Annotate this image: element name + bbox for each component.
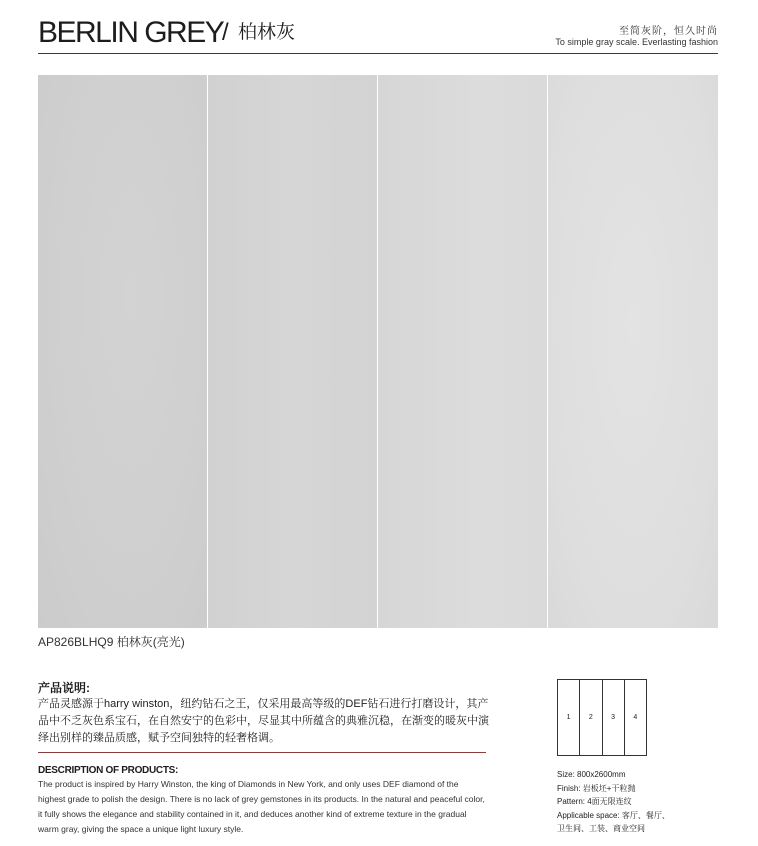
layout-cell: 3 <box>603 680 625 755</box>
header-divider <box>38 53 718 54</box>
spec-space-continued: 卫生间、工装、商业空间 <box>557 824 645 833</box>
description-heading-english: DESCRIPTION OF PRODUCTS: <box>38 765 179 776</box>
description-text-chinese: 产品灵感源于harry winston，纽约钻石之王，仅采用最高等级的DEF钻石进行打磨设计，其产品中不乏灰色系宝石，在自然安宁的色彩中，尽显其中所蕴含的典雅沉稳，在渐变的暖灰中演绎出别样的臻品质感，赋予空间独特的轻奢格调。 <box>38 698 489 744</box>
brand-title: BERLIN GREY <box>38 16 224 49</box>
pattern-layout-diagram <box>557 679 647 756</box>
accent-divider <box>38 752 486 753</box>
spec-list <box>557 768 727 836</box>
tagline-chinese: 至简灰阶，恒久时尚 <box>619 26 718 37</box>
layout-cell: 1 <box>558 680 580 755</box>
tile-panel-4 <box>548 75 718 628</box>
tile-panel-2 <box>208 75 378 628</box>
title-separator: / <box>222 19 229 46</box>
tile-preview <box>38 75 718 628</box>
layout-cell: 4 <box>633 714 638 721</box>
spec-space: Applicable space: 客厅、餐厅、 <box>557 810 670 820</box>
description-heading-chinese: 产品说明: <box>38 681 90 695</box>
layout-cell: 2 <box>580 680 602 755</box>
brand-title-chinese: 柏林灰 <box>238 22 296 43</box>
tagline-english: To simple gray scale. Everlasting fashion <box>555 37 718 47</box>
spec-pattern: Pattern: 4面无限连纹 <box>557 797 632 806</box>
spec-size: Size: 800x2600mm <box>557 770 626 779</box>
product-code: AP826BLHQ9 柏林灰(亮光) <box>38 635 185 649</box>
spec-finish: Finish: 岩板坯+干粒抛 <box>557 783 636 793</box>
tile-panel-1 <box>38 75 208 628</box>
tile-panel-3 <box>378 75 548 628</box>
description-text-english: The product is inspired by Harry Winston, the king of Diamonds in New York, and only uses DEF diamond of the highest grade to polish the design. There is no lack of grey gemstones in its products. In the natural and peaceful color, it fully shows the elegance and stability contained in it, and deduces another kind of extreme texture in the gradual warm gray, giving the space a unique light luxury style. <box>38 779 485 834</box>
